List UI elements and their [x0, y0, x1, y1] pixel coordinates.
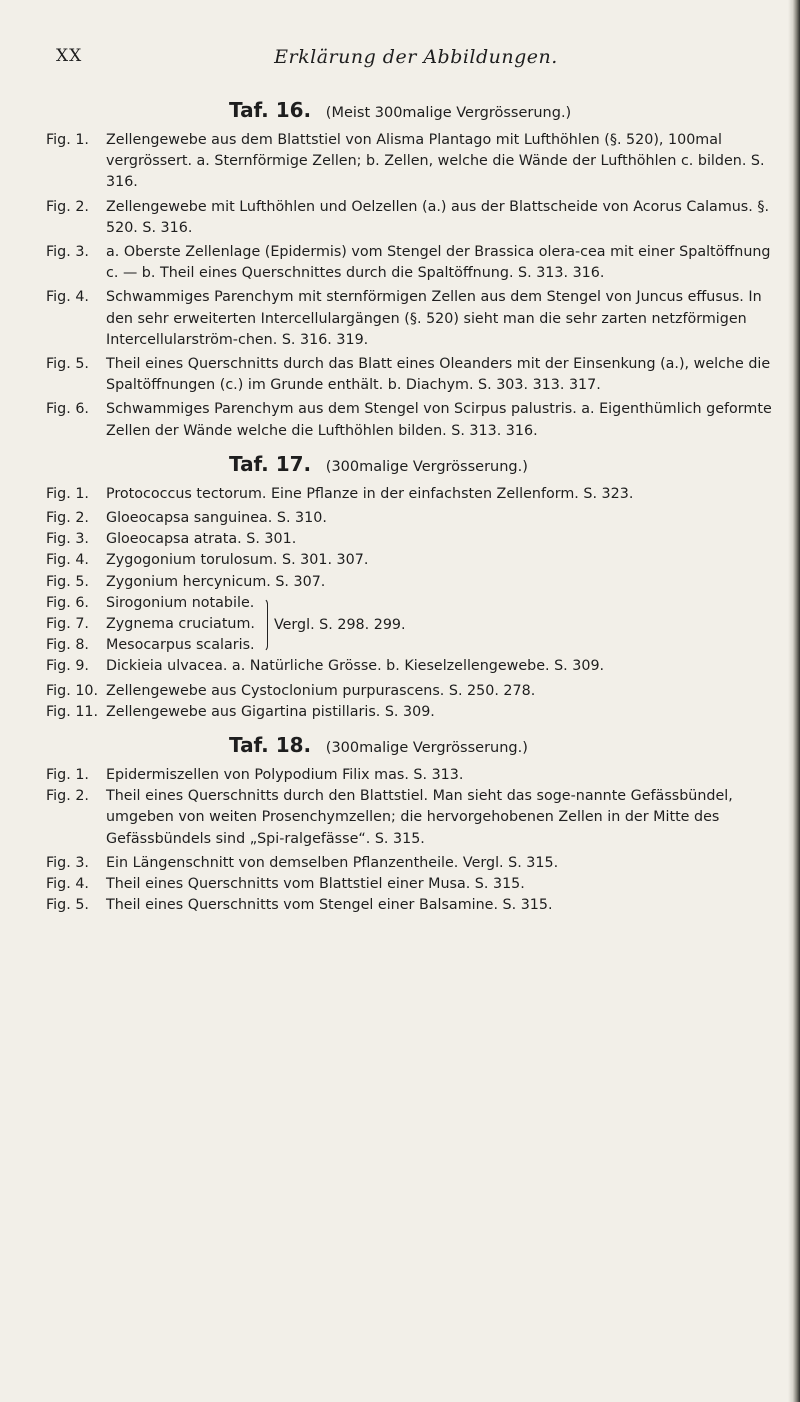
figure-label: Fig. 9. [46, 658, 89, 675]
figure-caption: Dickieia ulvacea. a. Natürliche Grösse. b. Kieselzellengewebe. S. 309. [106, 658, 605, 675]
figure-caption: Theil eines Querschnitts vom Stengel einer Balsamine. S. 315. [106, 897, 553, 914]
page-edge-shadow [788, 0, 800, 1402]
curly-brace [259, 598, 268, 652]
figure-entry [46, 895, 786, 916]
figure-label: Fig. 5. [46, 897, 89, 914]
figure-entry [46, 484, 786, 505]
figure-entry [46, 702, 786, 723]
plate-note: (Meist 300malige Vergrösserung.) [325, 105, 572, 121]
figure-caption: Zygonium hercynicum. S. 307. [106, 573, 326, 590]
figure-entry [46, 874, 786, 895]
plate-heading-16 [46, 98, 786, 122]
figure-entry [46, 399, 786, 441]
figure-label: Fig. 5. [46, 356, 89, 373]
figure-label: Fig. 8. [46, 637, 89, 654]
figure-caption: Zygnema cruciatum. [106, 616, 255, 633]
figure-label: Fig. 10. [46, 682, 99, 699]
figure-caption: Theil eines Querschnitts durch das Blatt eines Oleanders mit der Einsenkung (a.), welche die Spaltöffnungen (c.) im Grunde enthält. b. Diachym. S. 303. 313. 317. [106, 356, 771, 394]
figure-label: Fig. 2. [46, 510, 89, 527]
figure-label: Fig. 1. [46, 485, 89, 502]
figure-caption: Epidermiszellen von Polypodium Filix mas. S. 313. [106, 767, 464, 784]
figure-entry [46, 242, 786, 284]
plate-note: (300malige Vergrösserung.) [325, 740, 528, 757]
figure-label: Fig. 3. [46, 854, 89, 871]
figure-caption: Sirogonium notabile. [106, 594, 255, 611]
plate-heading-17 [46, 452, 786, 476]
figure-caption: Schwammiges Parenchym mit sternförmigen Zellen aus dem Stengel von Juncus effusus. In den sehr erweiterten Intercellulargängen (§. 520) sieht man die sehr zarten netzförmigen Intercellularström-chen. S. 316. 319. [106, 289, 762, 348]
figure-caption: Schwammiges Parenchym aus dem Stengel von Scirpus palustris. a. Eigenthümlich geformte Zellen der Wände welche die Lufthöhlen bilden. S. 313. 316. [106, 401, 772, 439]
figure-entry [46, 130, 786, 194]
figure-entry [46, 786, 786, 850]
figure-label: Fig. 6. [46, 401, 89, 418]
figure-label: Fig. 3. [46, 531, 89, 548]
figure-label: Fig. 3. [46, 244, 89, 261]
figure-caption: Zellengewebe mit Lufthöhlen und Oelzellen (a.) aus der Blattscheide von Acorus Calamus. §. 520. S. 316. [106, 198, 770, 236]
figure-label: Fig. 1. [46, 132, 89, 148]
figure-label: Fig. 2. [46, 198, 89, 215]
figure-entry [46, 287, 786, 351]
figure-entry [46, 550, 786, 571]
bracketed-figure-group [46, 593, 786, 657]
figure-entry [46, 681, 786, 702]
figure-caption: Theil eines Querschnitts vom Blattstiel einer Musa. S. 315. [106, 876, 525, 893]
figure-label: Fig. 4. [46, 552, 89, 569]
figure-label: Fig. 4. [46, 876, 89, 893]
page-header [56, 46, 776, 76]
figure-entry [46, 765, 786, 786]
figure-entry [46, 614, 255, 635]
page-number: XX [56, 46, 83, 66]
figure-label: Fig. 11. [46, 703, 99, 720]
figure-caption: Zellengewebe aus dem Blattstiel von Alisma Plantago mit Lufthöhlen (§. 520), 100mal vergrössert. a. Sternförmige Zellen; b. Zellen, welche die Wände der Lufthöhlen c. bilden. S. 316. [106, 132, 765, 191]
figure-label: Fig. 6. [46, 594, 89, 611]
figure-caption: Gloeocapsa sanguinea. S. 310. [106, 510, 327, 527]
plate-note: (300malige Vergrösserung.) [325, 458, 528, 475]
figure-caption: Zellengewebe aus Gigartina pistillaris. S. 309. [106, 703, 435, 720]
figure-caption: Protococcus tectorum. Eine Pflanze in der einfachsten Zellenform. S. 323. [106, 485, 634, 502]
figure-entry [46, 656, 786, 677]
figure-label: Fig. 5. [46, 573, 89, 590]
figure-caption: Theil eines Querschnitts durch den Blattstiel. Man sieht das soge-nannte Gefässbündel, umgeben von weiten Prosenchymzellen; die hervorgehobenen Zellen in der Mitte des Gefässbündels sind „Spi-ralgefässe“. S. 315. [106, 788, 733, 847]
figure-entry [46, 635, 255, 656]
figure-entry [46, 529, 786, 550]
plate-name: Taf. 16. [229, 98, 312, 122]
figure-entry [46, 354, 786, 396]
page-content [46, 98, 786, 917]
figure-label: Fig. 7. [46, 616, 89, 633]
figure-entry [46, 572, 786, 593]
figure-label: Fig. 2. [46, 788, 89, 805]
plate-name: Taf. 17. [229, 451, 312, 476]
figure-entry [46, 593, 255, 614]
figure-caption: Gloeocapsa atrata. S. 301. [106, 531, 297, 548]
figure-caption: Ein Längenschnitt von demselben Pflanzentheile. Vergl. S. 315. [106, 854, 559, 871]
figure-caption: a. Oberste Zellenlage (Epidermis) vom Stengel der Brassica olera-cea mit einer Spaltöffnung c. — b. Theil eines Querschnittes durch die Spaltöffnung. S. 313. 316. [106, 244, 771, 282]
figure-label: Fig. 1. [46, 767, 89, 784]
figure-caption: Zellengewebe aus Cystoclonium purpurascens. S. 250. 278. [106, 682, 536, 699]
plate-name: Taf. 18. [229, 733, 312, 758]
figure-entry [46, 853, 786, 874]
bracket-reference: Vergl. S. 298. 299. [273, 616, 406, 633]
figure-entry [46, 508, 786, 529]
figure-label: Fig. 4. [46, 289, 89, 306]
plate-heading-18 [46, 733, 786, 757]
figure-caption: Zygogonium torulosum. S. 301. 307. [106, 552, 369, 569]
figure-entry [46, 197, 786, 239]
running-title: Erklärung der Abbildungen. [274, 46, 558, 68]
figure-caption: Mesocarpus scalaris. [106, 637, 255, 654]
